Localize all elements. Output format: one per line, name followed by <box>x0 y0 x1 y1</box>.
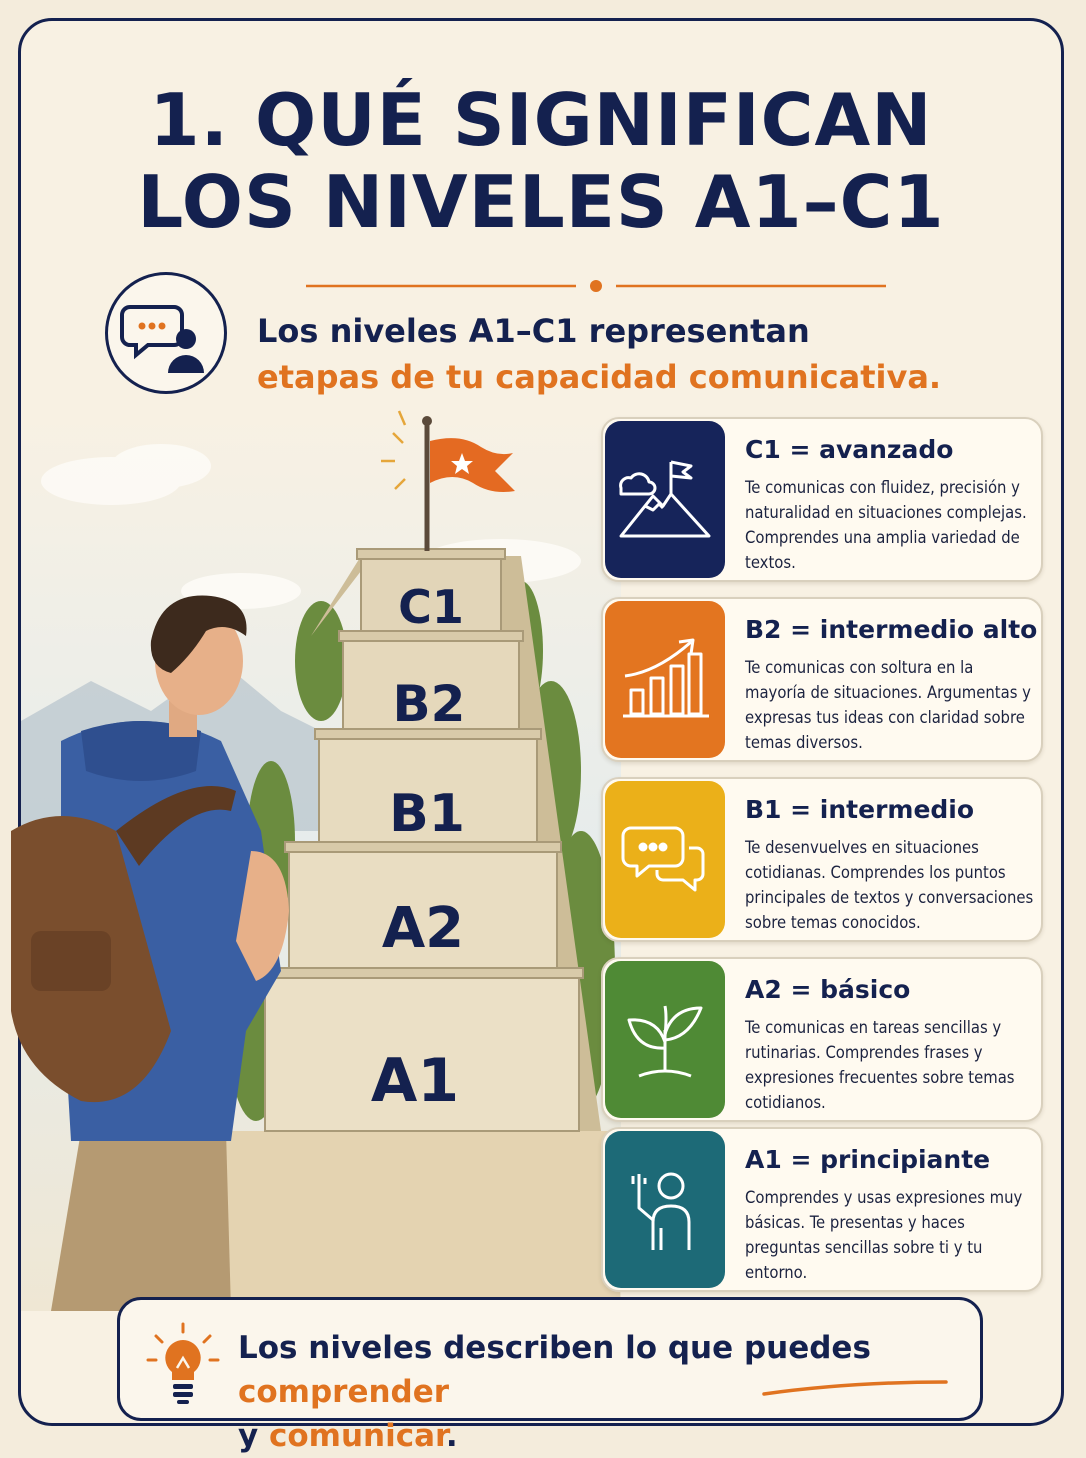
infographic-frame <box>18 18 1064 1454</box>
sprout-icon <box>605 961 725 1118</box>
step-label-b2: B2 <box>392 675 466 733</box>
step-label-a2: A2 <box>381 896 465 961</box>
level-title: B1 = intermedio <box>745 795 975 824</box>
level-description: Te comunicas en tareas sencillas y rutinarias. Comprendes frases y expresiones frecuentes sobre temas cotidianos. <box>745 1018 1015 1112</box>
level-card-b1 <box>601 777 1043 942</box>
level-card-c1 <box>601 417 1043 582</box>
intro-line-1: Los niveles A1–C1 representan <box>257 312 810 350</box>
mountain-flag-icon <box>605 421 725 578</box>
summary-highlight-comunicar: comunicar <box>269 1418 446 1454</box>
chat-person-icon <box>105 272 227 394</box>
title-line-2: LOS NIVELES A1–C1 <box>137 160 945 244</box>
intro-line-2: etapas de tu capacidad comunicativa. <box>257 358 942 396</box>
step-label-c1: C1 <box>398 580 464 634</box>
waving-person-icon <box>605 1131 725 1288</box>
summary-highlight-comprender: comprender <box>238 1374 450 1410</box>
level-title: A2 = básico <box>745 975 911 1004</box>
level-title: A1 = principiante <box>745 1145 991 1174</box>
intro-text <box>257 308 941 400</box>
step-label-b1: B1 <box>389 784 465 844</box>
level-card-a1 <box>601 1127 1043 1292</box>
summary-part-2: y <box>238 1418 269 1454</box>
level-title: B2 = intermedio alto <box>745 615 1038 644</box>
level-card-b2 <box>601 597 1043 762</box>
highlight-underline <box>760 1376 950 1400</box>
level-description: Te comunicas con soltura en la mayoría de situaciones. Argumentas y expresas tus ideas con claridad sobre temas diversos. <box>745 658 1031 752</box>
summary-part-3: . <box>445 1418 458 1454</box>
lightbulb-icon <box>146 1322 220 1406</box>
level-description: Te comunicas con fluidez, precisión y naturalidad en situaciones complejas. Comprendes una amplia variedad de textos. <box>745 478 1027 572</box>
level-title: C1 = avanzado <box>745 435 954 464</box>
chat-bubbles-icon <box>605 781 725 938</box>
summary-box <box>117 1297 983 1454</box>
summary-part-1: Los niveles describen lo que puedes <box>238 1330 871 1366</box>
page-title <box>21 79 1061 243</box>
level-card-a2 <box>601 957 1043 1122</box>
title-line-1: 1. QUÉ SIGNIFICAN <box>149 78 933 162</box>
growth-chart-icon <box>605 601 725 758</box>
title-divider <box>306 276 886 296</box>
level-description: Comprendes y usas expresiones muy básicas. Te presentas y haces preguntas sencillas sobre ti y tu entorno. <box>745 1188 1023 1282</box>
staircase-illustration <box>21 411 621 1311</box>
level-description: Te desenvuelves en situaciones cotidianas. Comprendes los puntos principales de textos y conversaciones sobre temas conocidos. <box>745 838 1034 932</box>
step-label-a1: A1 <box>370 1046 460 1116</box>
